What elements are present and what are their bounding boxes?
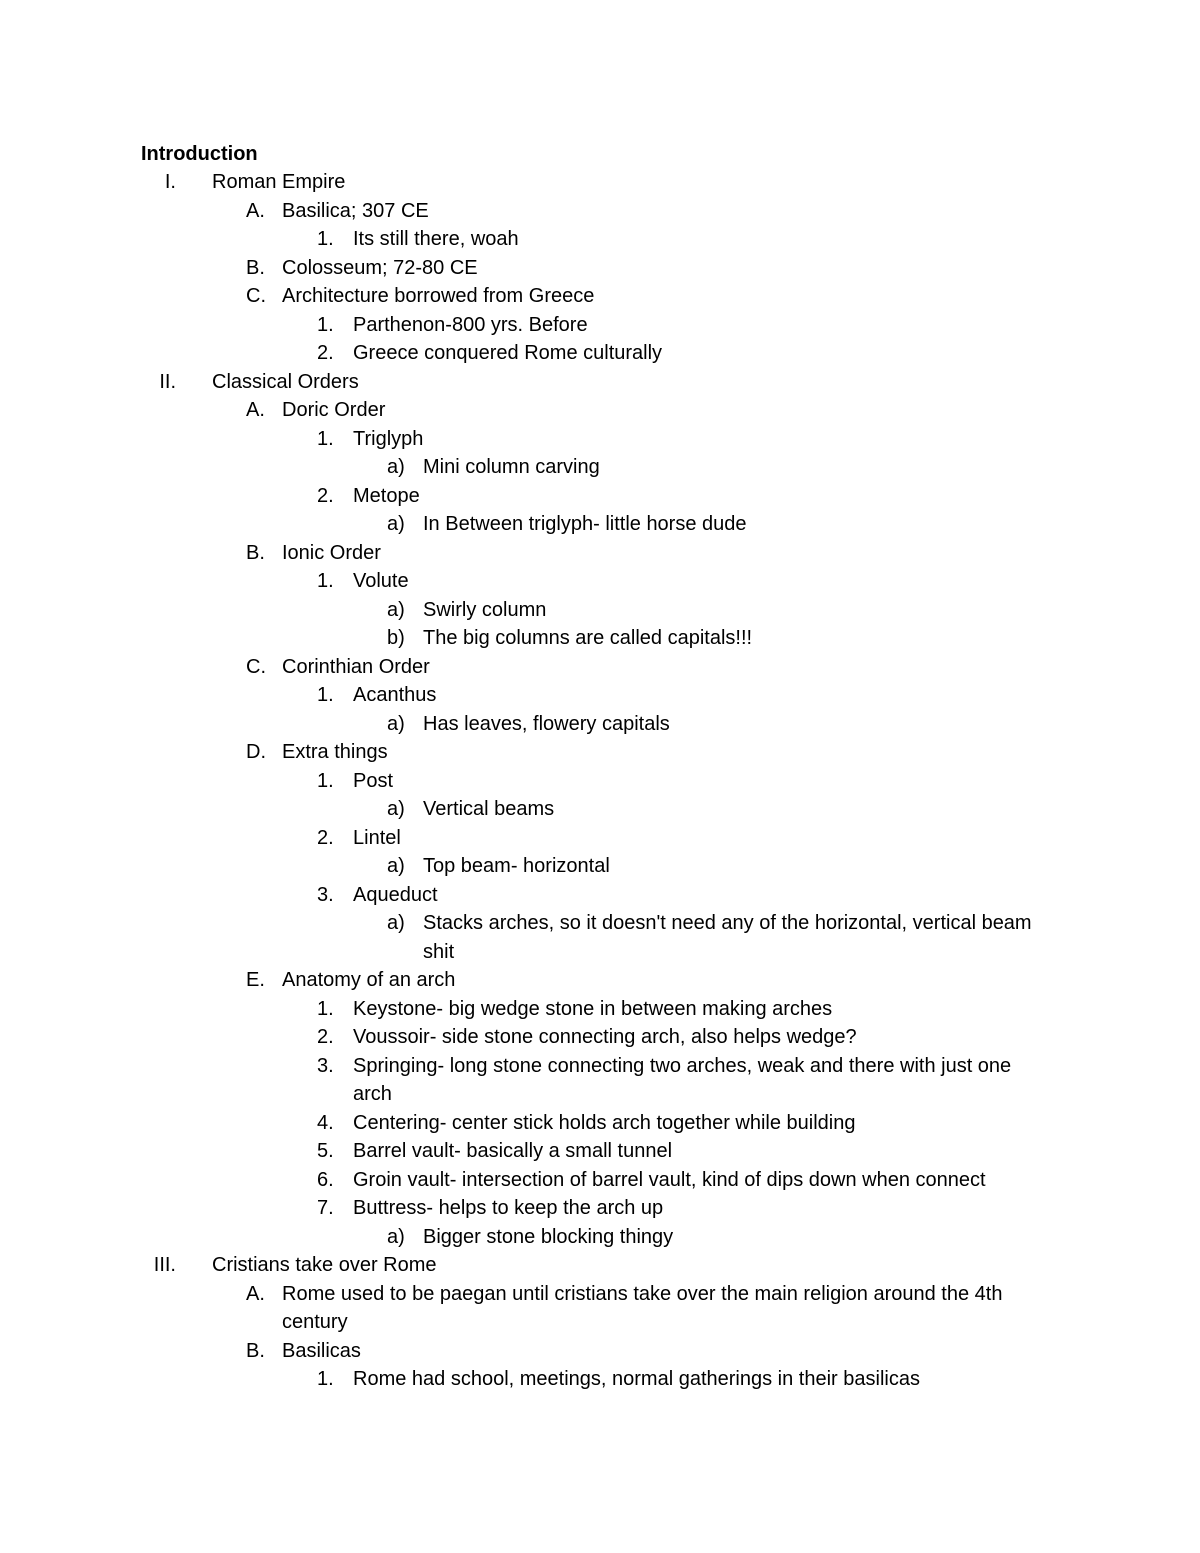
outline-item-level-2 [0, 1194, 1200, 1223]
outline-item-level-2 [0, 1166, 1200, 1195]
outline-text: Rome had school, meetings, normal gatherings in their basilicas [353, 1368, 920, 1390]
outline-item-level-0 [0, 368, 1200, 397]
outline-item-level-1 [0, 653, 1200, 682]
outline-text: Post [353, 769, 394, 792]
outline-item-level-1 [0, 197, 1200, 226]
outline-item-level-1 [0, 738, 1200, 767]
outline-text: Groin vault- intersection of barrel vault, kind of dips down when connect [353, 1168, 986, 1191]
outline-text: Keystone- big wedge stone in between making arches [353, 997, 833, 1020]
outline-item-level-2 [0, 767, 1200, 796]
outline-item-level-2 [0, 425, 1200, 454]
document-title: Introduction [141, 143, 258, 165]
outline-text: Roman Empire [212, 171, 346, 193]
outline-marker: 2. [317, 484, 334, 507]
outline-marker: 3. [317, 883, 334, 906]
outline-text: Anatomy of an arch [282, 969, 456, 991]
outline-item-level-2 [0, 1052, 1200, 1109]
outline-text: Triglyph [353, 427, 424, 450]
outline-text: Parthenon-800 yrs. Before [353, 313, 588, 336]
outline-text: Vertical beams [423, 798, 555, 820]
outline-marker: C. [246, 285, 266, 307]
outline-item-level-1 [0, 1337, 1200, 1366]
outline-text: Swirly column [423, 598, 547, 621]
outline-item-level-1 [0, 1280, 1200, 1337]
outline-marker: a) [387, 855, 405, 877]
outline-marker: D. [246, 741, 266, 763]
outline-item-level-3 [0, 596, 1200, 625]
outline-item-level-3 [0, 852, 1200, 881]
outline-text: Lintel [353, 826, 401, 849]
outline-text: Greece conquered Rome culturally [353, 342, 663, 364]
outline-marker: a) [387, 1225, 405, 1248]
outline-text: Metope [353, 484, 420, 507]
outline-marker: 1. [317, 427, 334, 450]
outline-marker: 1. [317, 684, 334, 706]
outline-item-level-1 [0, 282, 1200, 311]
outline-text: Buttress- helps to keep the arch up [353, 1197, 664, 1219]
outline-text: Top beam- horizontal [423, 855, 610, 877]
outline-item-level-2 [0, 567, 1200, 596]
outline-marker: A. [246, 399, 265, 421]
outline-marker: 1. [317, 997, 334, 1020]
outline-marker: a) [387, 798, 405, 820]
outline-item-level-2 [0, 482, 1200, 511]
outline-text: Stacks arches, so it doesn't need any of the horizontal, vertical beam shit [423, 912, 1032, 963]
outline-marker: 1. [317, 769, 334, 792]
outline-item-level-3 [0, 624, 1200, 653]
outline-item-level-3 [0, 510, 1200, 539]
outline-text: Barrel vault- basically a small tunnel [353, 1140, 673, 1162]
outline-marker: 2. [317, 1026, 334, 1048]
outline-marker: a) [387, 456, 405, 478]
outline-text: Centering- center stick holds arch together while building [353, 1111, 856, 1134]
outline-marker: B. [246, 256, 265, 279]
outline-text: Colosseum; 72-80 CE [282, 256, 478, 279]
outline-text: Mini column carving [423, 456, 600, 478]
outline-item-level-1 [0, 539, 1200, 568]
outline-item-level-2 [0, 339, 1200, 368]
outline-text: Extra things [282, 741, 388, 763]
outline-item-level-2 [0, 1365, 1200, 1394]
outline-marker: 1. [317, 313, 334, 336]
outline-text: Bigger stone blocking thingy [423, 1225, 674, 1248]
outline-marker: 4. [317, 1111, 334, 1134]
outline-marker: 3. [317, 1054, 334, 1077]
outline-item-level-2 [0, 225, 1200, 254]
outline-marker: 2. [317, 826, 334, 849]
outline-marker: B. [246, 541, 265, 564]
outline-text: Basilica; 307 CE [282, 199, 429, 222]
outline-marker: a) [387, 712, 405, 735]
outline-text: Its still there, woah [353, 228, 519, 250]
outline-marker: a) [387, 513, 405, 535]
outline-marker: I. [164, 171, 176, 193]
outline-text: Doric Order [282, 399, 386, 421]
outline-text: Acanthus [353, 684, 437, 706]
outline-marker: 7. [317, 1197, 334, 1219]
outline-marker: 2. [317, 342, 334, 364]
outline-text: In Between triglyph- little horse dude [423, 513, 747, 535]
outline-text: Volute [353, 570, 409, 592]
outline-item-level-2 [0, 1137, 1200, 1166]
outline-item-level-3 [0, 453, 1200, 482]
outline-item-level-2 [0, 1109, 1200, 1138]
outline-text: Architecture borrowed from Greece [282, 285, 595, 307]
outline-marker: 6. [317, 1168, 334, 1191]
outline-text: Ionic Order [282, 541, 381, 564]
outline-item-level-2 [0, 311, 1200, 340]
outline-marker: A. [246, 199, 265, 222]
outline-marker: A. [246, 1282, 265, 1305]
outline-text: Cristians take over Rome [212, 1254, 437, 1276]
outline-text: Springing- long stone connecting two arches, weak and there with just one arch [353, 1054, 1012, 1105]
outline-item-level-2 [0, 881, 1200, 910]
outline-marker: 1. [317, 228, 334, 250]
outline-marker: III. [153, 1254, 176, 1276]
outline-text: Rome used to be paegan until cristians take over the main religion around the 4th century [282, 1282, 1003, 1333]
outline-item-level-2 [0, 824, 1200, 853]
outline-item-level-2 [0, 995, 1200, 1024]
outline-marker: 5. [317, 1140, 334, 1162]
outline-text: Classical Orders [212, 370, 359, 393]
outline-marker: 1. [317, 1368, 334, 1390]
outline-text: Basilicas [282, 1339, 361, 1362]
outline-text: Corinthian Order [282, 655, 430, 678]
outline-item-level-3 [0, 1223, 1200, 1252]
outline-item-level-1 [0, 254, 1200, 283]
outline-marker: E. [246, 969, 265, 991]
outline-item-level-0 [0, 168, 1200, 197]
outline-item-level-3 [0, 710, 1200, 739]
outline-text: Has leaves, flowery capitals [423, 712, 670, 735]
outline-marker: C. [246, 655, 266, 678]
outline-marker: b) [387, 627, 405, 649]
outline-text: The big columns are called capitals!!! [423, 627, 753, 649]
outline-item-level-3 [0, 909, 1200, 966]
outline-list [0, 168, 1200, 1394]
outline-marker: II. [159, 370, 176, 393]
outline-item-level-3 [0, 795, 1200, 824]
outline-item-level-0 [0, 1251, 1200, 1280]
outline-text: Voussoir- side stone connecting arch, also helps wedge? [353, 1026, 857, 1048]
outline-marker: B. [246, 1339, 265, 1362]
outline-marker: a) [387, 598, 405, 621]
outline-text: Aqueduct [353, 883, 438, 906]
outline-item-level-2 [0, 1023, 1200, 1052]
outline-item-level-2 [0, 681, 1200, 710]
outline-marker: 1. [317, 570, 334, 592]
outline-item-level-1 [0, 396, 1200, 425]
outline-marker: a) [387, 912, 405, 934]
outline-item-level-1 [0, 966, 1200, 995]
